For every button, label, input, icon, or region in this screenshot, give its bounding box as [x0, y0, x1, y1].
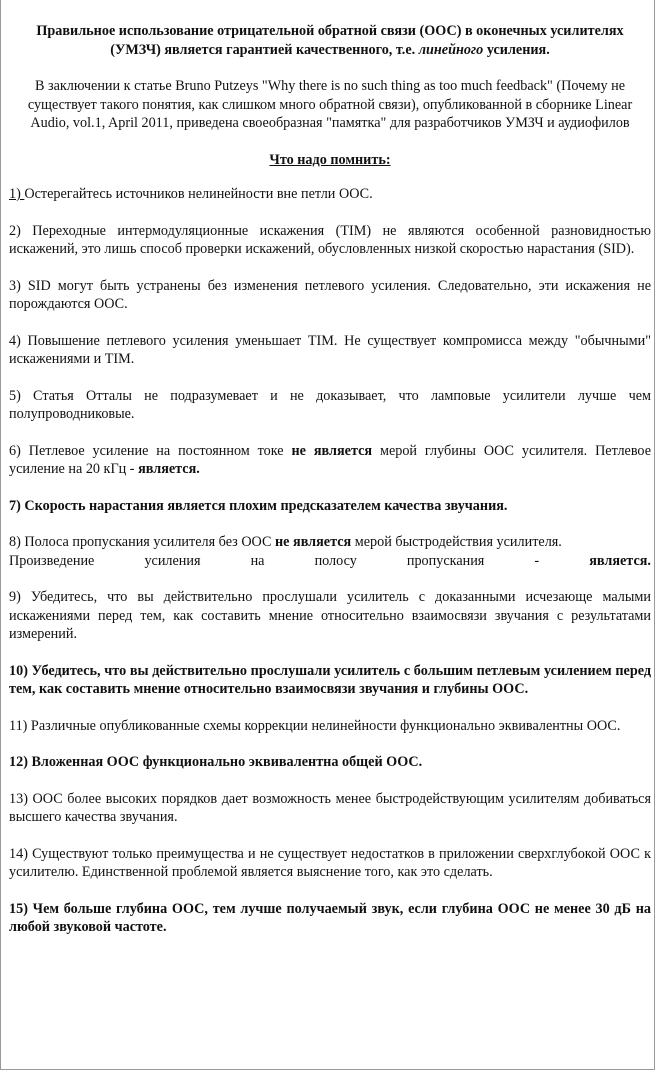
item-8-bold-a: не является — [275, 534, 352, 550]
section-heading: Что надо помнить: — [269, 151, 391, 168]
item-1-text: Остерегайтесь источников нелинейности вне петли ООС. — [24, 186, 373, 202]
intro-paragraph: В заключении к статье Bruno Putzeys "Why there is no such thing as too much feedback" (Почему не существует такого понятия, как слишком много обратной связи), опубликованной в сборнике Linear Audio, vol.1, April 2011, приведена своеобразная "памятка" для разработчиков УМЗЧ и аудиофилов — [27, 78, 633, 131]
list-item-10: 10) Убедитесь, что вы действительно прослушали усилитель с большим петлевым усилением перед тем, как составить мнение относительно взаимосвязи звучания и глубины ООС. — [9, 662, 651, 697]
item-8-text-a: 8) Полоса пропускания усилителя без ООС — [9, 534, 275, 550]
title-text-start: Правильное использование отрицательной обратной связи (ООС) в оконечных усилителях (УМЗЧ) является гарантией качественного, т.е. — [36, 23, 624, 58]
item-6-text-b: мерой глубины ООС усилителя. Петлевое усиление на 20 кГц - — [9, 442, 651, 477]
list-item-15: 15) Чем больше глубина ООС, тем лучше получаемый звук, если глубина ООС не менее 30 дБ на любой звуковой частоте. — [9, 900, 651, 935]
item-6-bold-b: является. — [138, 461, 200, 477]
item-8-line-1 — [9, 533, 651, 552]
list-item-9: 9) Убедитесь, что вы действительно прослушали усилитель с доказанными исчезающе малыми искажениями перед тем, как составить мнение относительно взаимосвязи звучания с результатами измерений. — [9, 589, 651, 642]
list-item-3: 3) SID могут быть устранены без изменения петлевого усиления. Следовательно, эти искажения не порождаются ООС. — [9, 277, 651, 312]
list-item-7: 7) Скорость нарастания является плохим предсказателем качества звучания. — [9, 497, 508, 514]
item-8-word: на — [250, 552, 265, 569]
list-item-1 — [9, 185, 651, 204]
item-8-line-2 — [9, 552, 651, 571]
list-item-12: 12) Вложенная ООС функционально эквивалентна общей ООС. — [9, 754, 423, 770]
item-8-word: полосу — [314, 552, 357, 569]
item-8-word: усиления — [144, 552, 201, 569]
list-item-8 — [9, 533, 651, 570]
item-8-text-b: мерой быстродействия усилителя. — [351, 534, 562, 550]
title-text-end: усиления. — [483, 41, 550, 58]
document-body — [9, 22, 651, 937]
item-6-bold-a: не является — [291, 442, 373, 459]
list-item-4: 4) Повышение петлевого усиления уменьшает TIM. Не существует компромисса между "обычными" искажениями и TIM. — [9, 332, 651, 367]
item-8-word: - — [534, 552, 540, 569]
list-item-5: 5) Статья Отталы не подразумевает и не доказывает, что ламповые усилители лучше чем полупроводниковые. — [9, 387, 651, 422]
list-item-2: 2) Переходные интермодуляционные искажения (TIM) не являются особенной разновидностью искажений, это лишь способ проверки искажений, обусловленных низкой скоростью нарастания (SID). — [9, 222, 651, 257]
item-8-word: Произведение — [9, 552, 95, 569]
list-item-13: 13) ООС более высоких порядков дает возможность менее быстродействующим усилителям добиваться высшего качества звучания. — [9, 790, 651, 825]
item-8-word: пропускания — [406, 552, 485, 569]
list-item-14: 14) Существуют только преимущества и не существует недостатков в приложении сверхглубокой ООС к усилителю. Единственной проблемой является выяснение того, как это сделать. — [9, 845, 651, 880]
item-6-text-a: 6) Петлевое усиление на постоянном токе — [9, 442, 292, 459]
list-item-11: 11) Различные опубликованные схемы коррекции нелинейности функционально эквивалентны ООС. — [9, 717, 621, 734]
list-item-6 — [9, 442, 651, 479]
item-1-number: 1) — [9, 186, 25, 202]
document-title — [27, 22, 633, 59]
title-italic-word: линейного — [418, 41, 484, 58]
item-8-bold-b: является. — [589, 552, 651, 569]
